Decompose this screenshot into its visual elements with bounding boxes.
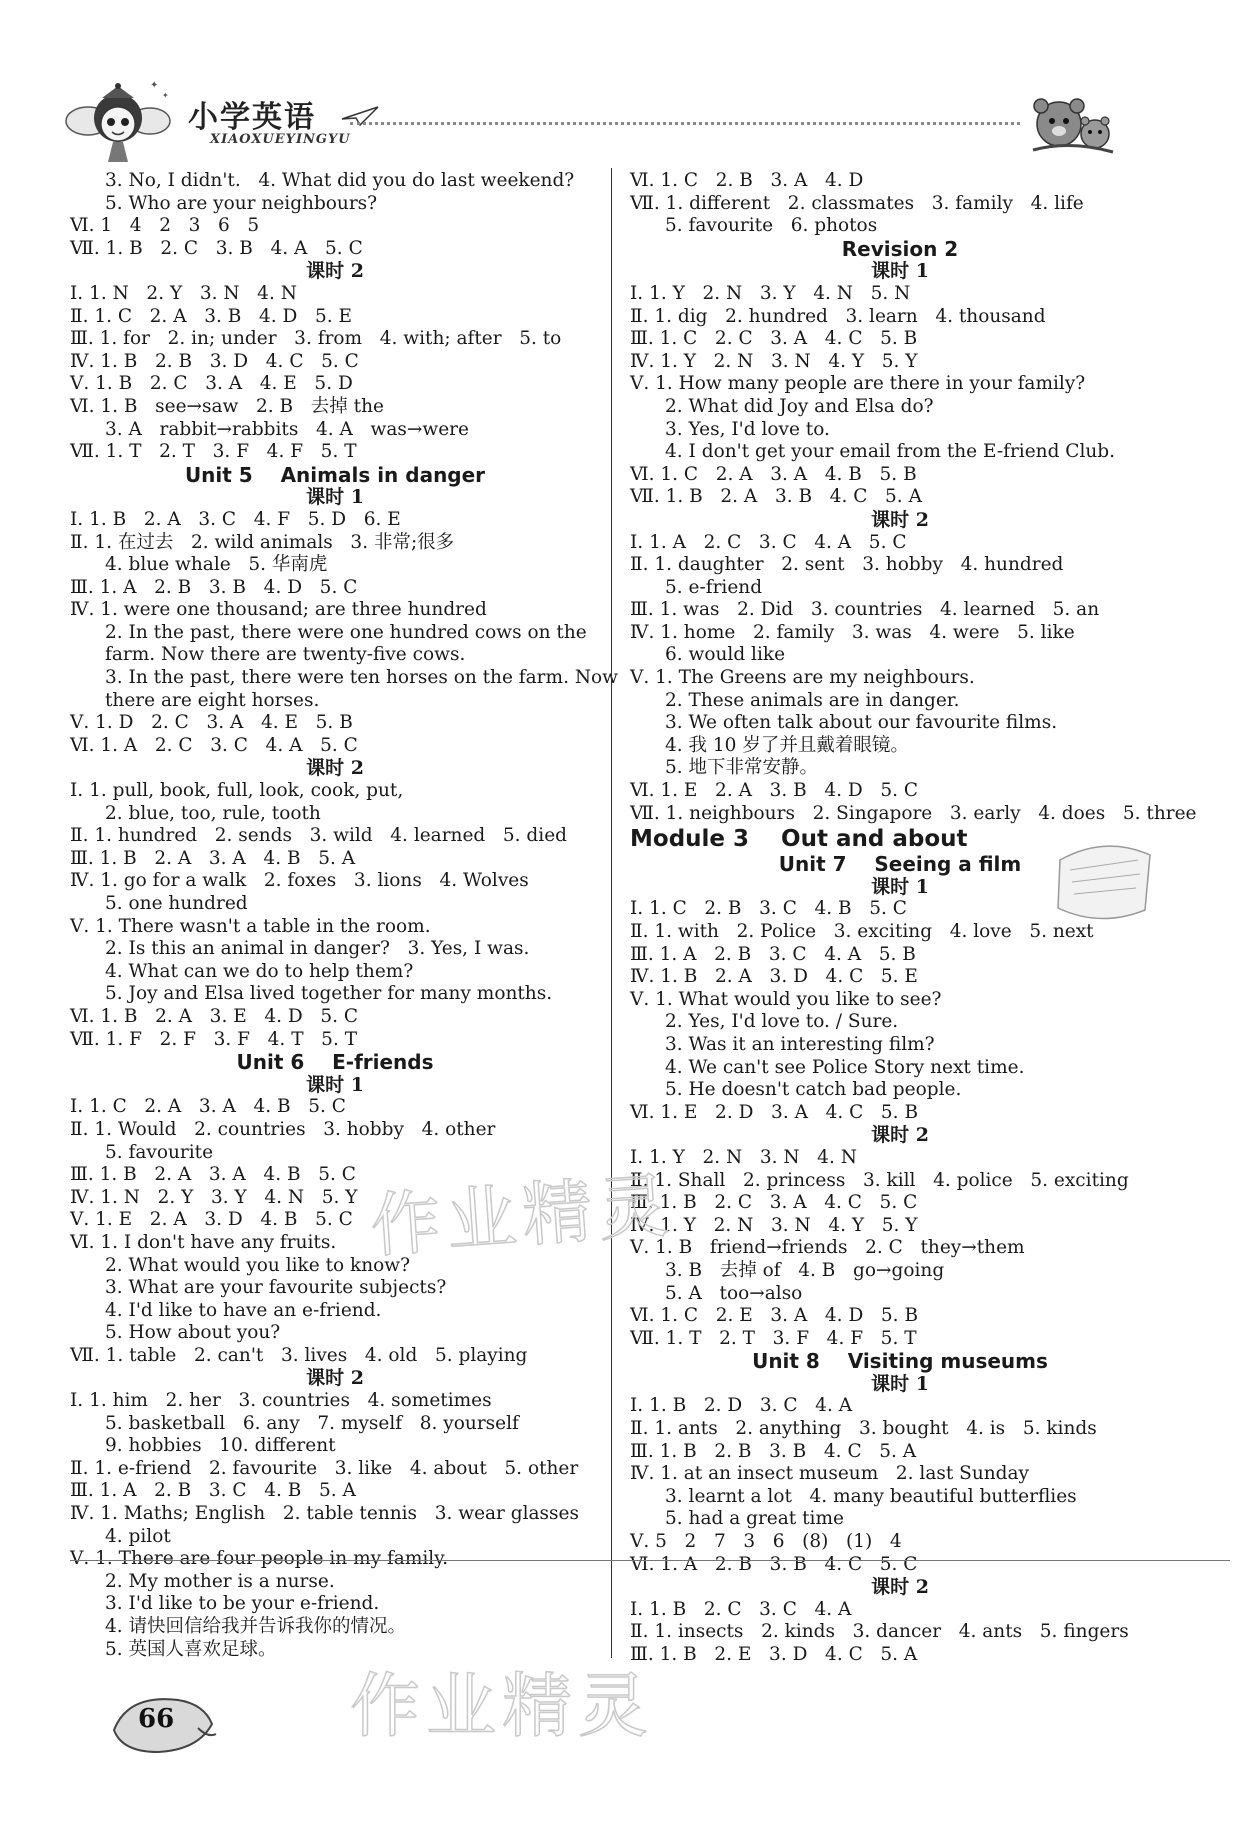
answer-line: Ⅰ. 1. pull, book, full, look, cook, put,	[70, 780, 404, 802]
lesson-heading: 课时 2	[871, 1576, 929, 1599]
paper-plane-icon	[340, 105, 380, 129]
answer-line: Ⅱ. 1. daughter 2. sent 3. hobby 4. hundred	[630, 554, 1064, 576]
homework-stamp-icon	[1050, 830, 1160, 930]
answer-line: Ⅵ. 1. E 2. D 3. A 4. C 5. B	[630, 1101, 919, 1123]
answer-line: Ⅵ. 1. A 2. C 3. C 4. A 5. C	[70, 734, 358, 756]
answer-line: 4. I don't get your email from the E-friend Club.	[665, 441, 1116, 463]
answer-line: 3. What are your favourite subjects?	[105, 1277, 447, 1299]
answer-line: Ⅲ. 1. was 2. Did 3. countries 4. learned 5. an	[630, 599, 1100, 621]
answer-line: Ⅰ. 1. B 2. A 3. C 4. F 5. D 6. E	[70, 508, 401, 530]
answer-line: Ⅰ. 1. B 2. D 3. C 4. A	[630, 1395, 853, 1417]
answer-line: Ⅴ. 1. What would you like to see?	[630, 988, 942, 1010]
lesson-heading: 课时 2	[306, 757, 364, 780]
module-heading: Module 3 Out and about	[630, 826, 968, 853]
answer-line: 5. favourite	[105, 1141, 214, 1163]
answer-line: Ⅱ. 1. dig 2. hundred 3. learn 4. thousand	[630, 305, 1046, 327]
answer-line: Ⅵ. 1. C 2. E 3. A 4. D 5. B	[630, 1305, 919, 1327]
answer-line: Ⅱ. 1. Would 2. countries 3. hobby 4. other	[70, 1118, 496, 1140]
answer-line: Ⅳ. 1. at an insect museum 2. last Sunday	[630, 1463, 1030, 1485]
answer-line: Ⅴ. 5 2 7 3 6 (8) (1) 4	[630, 1531, 902, 1553]
answer-line: Ⅵ. 1. C 2. A 3. A 4. B 5. B	[630, 463, 917, 485]
answer-line: Ⅲ. 1. B 2. A 3. A 4. B 5. A	[70, 847, 356, 869]
answer-line: Ⅰ. 1. Y 2. N 3. Y 4. N 5. N	[630, 282, 911, 304]
lesson-heading: 课时 1	[871, 260, 929, 283]
series-pinyin: XIAOXUEYINGYU	[210, 132, 351, 147]
answer-line: Ⅰ. 1. A 2. C 3. C 4. A 5. C	[630, 531, 907, 553]
answer-line: Ⅴ. 1. There wasn't a table in the room.	[70, 915, 431, 937]
answer-line: Ⅶ. 1. T 2. T 3. F 4. F 5. T	[70, 441, 357, 463]
answer-line: Ⅳ. 1. home 2. family 3. was 4. were 5. like	[630, 621, 1075, 643]
answer-line: Ⅴ. 1. B friend→friends 2. C they→them	[630, 1237, 1025, 1259]
answer-line: Ⅱ. 1. e-friend 2. favourite 3. like 4. about 5. other	[70, 1457, 579, 1479]
answer-line: Ⅳ. 1. go for a walk 2. foxes 3. lions 4. Wolves	[70, 870, 529, 892]
answer-line: 3. Was it an interesting film?	[665, 1033, 935, 1055]
answer-line: 5. He doesn't catch bad people.	[665, 1079, 962, 1101]
answer-line: Ⅰ. 1. C 2. A 3. A 4. B 5. C	[70, 1096, 346, 1118]
svg-text:✦: ✦	[162, 91, 169, 100]
answer-line: Ⅵ. 1. I don't have any fruits.	[70, 1231, 337, 1253]
lesson-heading: 课时 1	[871, 875, 929, 898]
answer-line: 3. learnt a lot 4. many beautiful butterflies	[665, 1485, 1077, 1507]
answer-line: Ⅳ. 1. B 2. B 3. D 4. C 5. C	[70, 350, 359, 372]
answer-line: farm. Now there are twenty-five cows.	[105, 644, 466, 666]
answer-line: Ⅱ. 1. 在过去 2. wild animals 3. 非常;很多	[70, 531, 455, 553]
answer-line: Ⅴ. 1. B 2. C 3. A 4. E 5. D	[70, 373, 353, 395]
answer-line: Ⅶ. 1. neighbours 2. Singapore 3. early 4. does 5. three	[630, 802, 1197, 824]
page-header	[40, 70, 1100, 170]
answer-line: Ⅱ. 1. Shall 2. princess 3. kill 4. police 5. exciting	[630, 1169, 1129, 1191]
answer-line: 3. We often talk about our favourite films.	[665, 712, 1058, 734]
answer-line: 2. Yes, I'd love to. / Sure.	[665, 1011, 899, 1033]
answer-line: Ⅲ. 1. B 2. E 3. D 4. C 5. A	[630, 1644, 918, 1665]
answer-line: Ⅲ. 1. A 2. B 3. B 4. D 5. C	[70, 576, 358, 598]
answer-line: 5. A too→also	[665, 1282, 803, 1304]
lesson-heading: 课时 2	[306, 1367, 364, 1390]
answer-line: Ⅵ. 1. E 2. A 3. B 4. D 5. C	[630, 780, 919, 802]
unit-heading: Unit 6 E-friends	[236, 1050, 434, 1075]
unit-heading: Revision 2	[841, 236, 959, 261]
answer-line: 2. blue, too, rule, tooth	[105, 802, 321, 824]
lesson-heading: 课时 1	[871, 1372, 929, 1395]
answer-line: Ⅰ. 1. N 2. Y 3. N 4. N	[70, 282, 297, 304]
answer-line: 3. A rabbit→rabbits 4. A was→were	[105, 418, 469, 440]
answer-line: Ⅳ. 1. Y 2. N 3. N 4. Y 5. Y	[630, 1214, 918, 1236]
answer-line: 2. My mother is a nurse.	[105, 1570, 335, 1592]
answer-line: Ⅰ. 1. Y 2. N 3. N 4. N	[630, 1146, 857, 1168]
answer-line: Ⅰ. 1. B 2. C 3. C 4. A	[630, 1598, 852, 1620]
answer-line: 6. would like	[665, 644, 786, 666]
lesson-heading: 课时 1	[306, 486, 364, 509]
answer-line: Ⅳ. 1. N 2. Y 3. Y 4. N 5. Y	[70, 1186, 358, 1208]
answer-line: Ⅲ. 1. B 2. C 3. A 4. C 5. C	[630, 1192, 918, 1214]
answer-line: Ⅲ. 1. A 2. B 3. C 4. B 5. A	[70, 1480, 356, 1502]
svg-text:✦: ✦	[150, 80, 159, 91]
answer-line: Ⅶ. 1. different 2. classmates 3. family 4. life	[630, 192, 1084, 214]
answer-line: 4. 我 10 岁了并且戴着眼镜。	[665, 734, 909, 756]
answer-line: 5. 英国人喜欢足球。	[105, 1638, 277, 1660]
answer-line: 5. e-friend	[665, 576, 763, 598]
answer-line: Ⅴ. 1. E 2. A 3. D 4. B 5. C	[70, 1209, 353, 1231]
answer-line: Ⅴ. 1. How many people are there in your family?	[630, 373, 1086, 395]
answer-line: Ⅱ. 1. with 2. Police 3. exciting 4. love 5. next	[630, 921, 1094, 942]
answer-line: Ⅳ. 1. B 2. A 3. D 4. C 5. E	[630, 966, 918, 988]
answer-line: 3. B 去掉 of 4. B go→going	[665, 1259, 945, 1281]
answer-line: Ⅰ. 1. C 2. B 3. C 4. B 5. C	[630, 898, 907, 920]
page-number: 66	[138, 1704, 175, 1734]
answer-line: 2. What would you like to know?	[105, 1254, 411, 1276]
lesson-heading: 课时 2	[871, 1124, 929, 1147]
answer-line: Ⅲ. 1. B 2. B 3. B 4. C 5. A	[630, 1440, 917, 1462]
answer-line: Ⅵ. 1. B see→saw 2. B 去掉 the	[70, 395, 384, 417]
answer-line: 3. No, I didn't. 4. What did you do last weekend?	[105, 170, 575, 191]
answer-line: 3. Yes, I'd love to.	[665, 418, 830, 440]
answer-line: 4. I'd like to have an e-friend.	[105, 1299, 382, 1321]
answer-line: 2. These animals are in danger.	[665, 689, 960, 711]
answer-line: Ⅶ. 1. T 2. T 3. F 4. F 5. T	[630, 1327, 917, 1349]
answer-line: 3. In the past, there were ten horses on the farm. Now	[105, 667, 618, 689]
bear-cubs-icon	[1025, 88, 1115, 158]
answer-line: Ⅲ. 1. A 2. B 3. C 4. A 5. B	[630, 943, 916, 965]
unit-heading: Unit 8 Visiting museums	[752, 1349, 1048, 1374]
answer-line: Ⅵ. 1. A 2. B 3. B 4. C 5. C	[630, 1553, 918, 1575]
answer-line: 4. 请快回信给我并告诉我你的情况。	[105, 1616, 407, 1637]
answer-line: Ⅳ. 1. Y 2. N 3. N 4. Y 5. Y	[630, 350, 918, 372]
answer-line: Ⅳ. 1. Maths; English 2. table tennis 3. wear glasses	[70, 1503, 579, 1525]
answer-line: Ⅲ. 1. B 2. A 3. A 4. B 5. C	[70, 1164, 356, 1186]
answer-line: Ⅶ. 1. B 2. C 3. B 4. A 5. C	[70, 237, 363, 259]
unit-heading: Unit 7 Seeing a film	[778, 852, 1022, 877]
answer-line: Ⅱ. 1. hundred 2. sends 3. wild 4. learned 5. died	[70, 825, 567, 847]
answer-line: 5. favourite 6. photos	[665, 215, 878, 237]
answer-line: 3. I'd like to be your e-friend.	[105, 1593, 380, 1615]
answer-line: 5. How about you?	[105, 1322, 281, 1344]
answer-line: 5. had a great time	[665, 1508, 844, 1530]
header-dotted-rule	[350, 122, 1020, 125]
answer-line: 5. one hundred	[105, 893, 248, 914]
answer-line: Ⅱ. 1. insects 2. kinds 3. dancer 4. ants 5. fingers	[630, 1621, 1129, 1643]
answer-line: 5. Joy and Elsa lived together for many months.	[105, 983, 553, 1005]
fairy-mascot-icon	[58, 76, 178, 166]
lesson-heading: 课时 1	[306, 1073, 364, 1096]
answer-line: 4. pilot	[105, 1525, 171, 1547]
answer-line: Ⅶ. 1. table 2. can't 3. lives 4. old 5. playing	[70, 1344, 528, 1366]
answer-line: Ⅲ. 1. for 2. in; under 3. from 4. with; after 5. to	[70, 328, 562, 350]
answer-line: 4. blue whale 5. 华南虎	[105, 554, 328, 576]
answer-line: 4. We can't see Police Story next time.	[665, 1056, 1025, 1078]
answer-line: there are eight horses.	[105, 689, 320, 711]
watermark-mid: 作业精灵	[367, 1164, 677, 1268]
answer-line: Ⅴ. 1. The Greens are my neighbours.	[630, 667, 975, 689]
watermark-bottom: 作业精灵	[350, 1665, 654, 1747]
answer-line: Ⅱ. 1. C 2. A 3. B 4. D 5. E	[70, 305, 353, 327]
answer-line: Ⅴ. 1. There are four people in my family.	[70, 1548, 449, 1570]
answer-line: Ⅴ. 1. D 2. C 3. A 4. E 5. B	[70, 712, 353, 734]
answer-line: 5. 地下非常安静。	[665, 757, 819, 779]
answer-line: 5. basketball 6. any 7. myself 8. yourself	[105, 1412, 519, 1434]
answer-line: Ⅵ. 1. C 2. B 3. A 4. D	[630, 170, 864, 191]
answer-line: Ⅱ. 1. ants 2. anything 3. bought 4. is 5. kinds	[630, 1418, 1097, 1440]
footer-rule	[70, 1560, 1230, 1561]
lesson-heading: 课时 2	[871, 508, 929, 531]
series-title: 小学英语	[188, 100, 316, 135]
page-number-badge	[108, 1690, 218, 1760]
answers-left-column	[70, 170, 618, 1661]
column-divider	[611, 168, 612, 1658]
answer-line: 2. In the past, there were one hundred cows on the	[105, 621, 587, 643]
answer-line: Ⅶ. 1. F 2. F 3. F 4. T 5. T	[70, 1028, 358, 1050]
answer-line: 2. What did Joy and Elsa do?	[665, 395, 934, 417]
answer-line: 5. Who are your neighbours?	[105, 192, 378, 214]
answer-line: 9. hobbies 10. different	[105, 1435, 336, 1457]
answer-line: Ⅲ. 1. C 2. C 3. A 4. C 5. B	[630, 328, 918, 350]
answer-line: Ⅵ. 1 4 2 3 6 5	[70, 215, 260, 237]
answer-line: Ⅰ. 1. him 2. her 3. countries 4. sometimes	[70, 1390, 492, 1412]
unit-heading: Unit 5 Animals in danger	[184, 462, 486, 487]
answer-line: Ⅳ. 1. were one thousand; are three hundred	[70, 599, 487, 621]
answer-line: Ⅶ. 1. B 2. A 3. B 4. C 5. A	[630, 486, 922, 508]
answer-line: 2. Is this an animal in danger? 3. Yes, I was.	[105, 938, 530, 960]
lesson-heading: 课时 2	[306, 260, 364, 283]
answer-line: Ⅵ. 1. B 2. A 3. E 4. D 5. C	[70, 1005, 359, 1027]
answer-line: 4. What can we do to help them?	[105, 960, 414, 982]
